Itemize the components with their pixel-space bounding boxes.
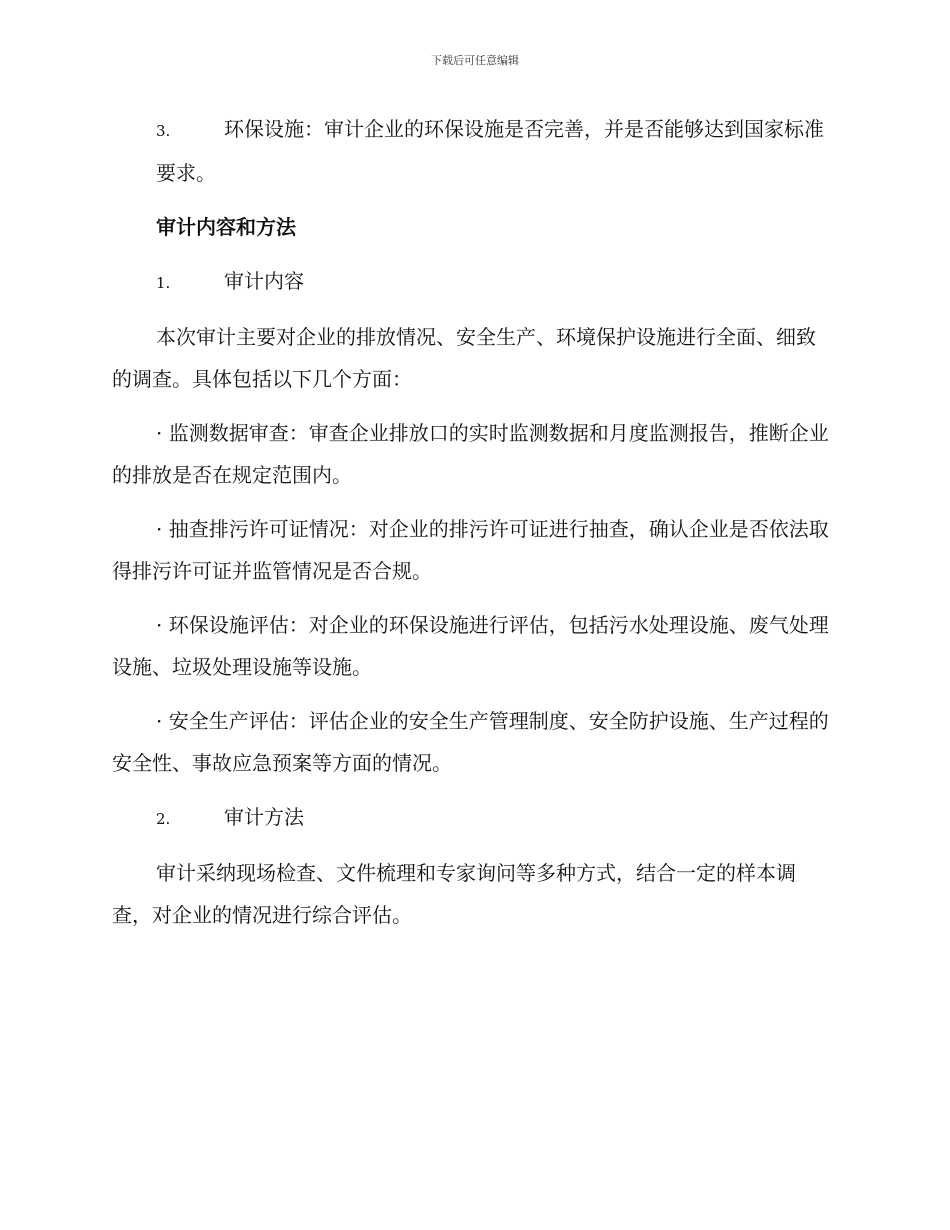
bullet-item: · 安全生产评估：评估企业的安全生产管理制度、安全防护设施、生产过程的安全性、事故应急预案等方面的情况。 <box>112 709 829 775</box>
bullet-item: · 环保设施评估：对企业的环保设施进行评估，包括污水处理设施、废气处理设施、垃圾处理设施等设施。 <box>112 613 829 679</box>
list-item-text: 环保设施：审计企业的环保设施是否完善，并是否能够达到国家标准要求。 <box>156 117 824 185</box>
subsection-title: 审计方法 <box>224 805 304 829</box>
bullet-item: · 监测数据审查：审查企业排放口的实时监测数据和月度监测报告，推断企业的排放是否在规定范围内。 <box>112 421 829 487</box>
section-heading: 审计内容和方法 <box>156 215 296 239</box>
subsection-number: 2. <box>156 810 171 828</box>
subsection-1 <box>112 260 834 304</box>
page-header: 下载后可任意编辑 <box>431 54 519 67</box>
bullet-item: · 抽查排污许可证情况：对企业的排污许可证进行抽查，确认企业是否依法取得排污许可证并监管情况是否合规。 <box>112 517 829 583</box>
subsection-number: 1. <box>156 274 171 292</box>
subsection-title: 审计内容 <box>224 269 304 293</box>
subsection-2 <box>112 796 834 840</box>
method-paragraph: 审计采纳现场检查、文件梳理和专家询问等多种方式，结合一定的样本调查，对企业的情况进行综合评估。 <box>112 861 796 927</box>
document-body <box>112 108 834 948</box>
list-item-3 <box>112 108 834 194</box>
intro-paragraph: 本次审计主要对企业的排放情况、安全生产、环境保护设施进行全面、细致的调查。具体包括以下几个方面： <box>112 325 816 391</box>
list-number: 3. <box>156 122 171 140</box>
